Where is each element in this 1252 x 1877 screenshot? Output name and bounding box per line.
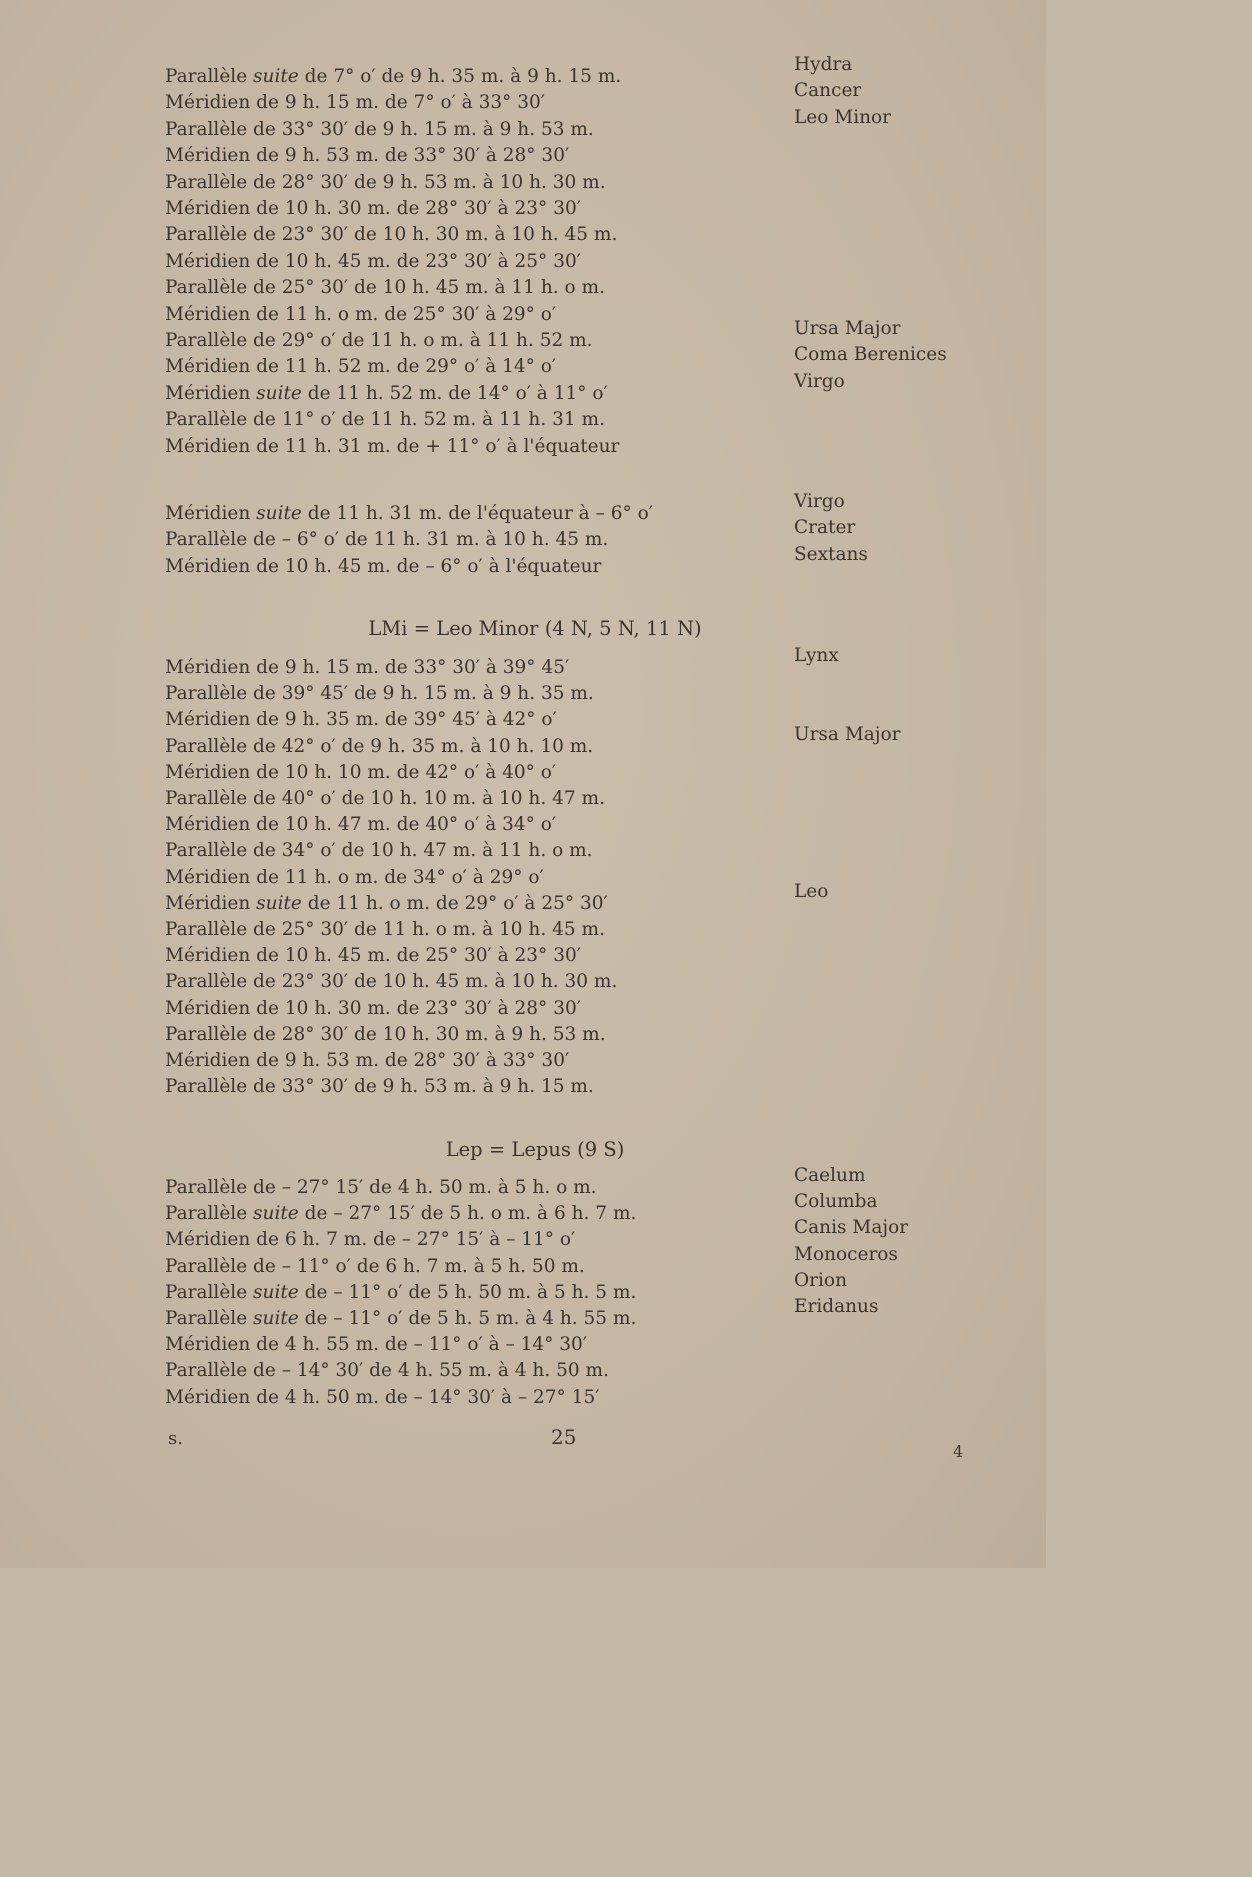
boundary-line: Parallèle de 40° o′ de 10 h. 10 m. à 10 h. 47 m. <box>165 788 605 809</box>
neighbor-constellation: Caelum <box>794 1165 866 1186</box>
boundary-line: Parallèle de 34° o′ de 10 h. 47 m. à 11 h. o m. <box>165 840 593 862</box>
boundary-line: Parallèle de 23° 30′ de 10 h. 30 m. à 10 h. 45 m. <box>165 224 618 246</box>
boundary-line: Méridien de 10 h. 30 m. de 23° 30′ à 28° 30′ <box>165 997 581 1019</box>
section-heading: LMi = Leo Minor (4 N, 5 N, 11 N) <box>368 617 702 640</box>
boundary-line: Méridien de 4 h. 50 m. de – 14° 30′ à – 27° 15′ <box>165 1386 600 1408</box>
boundary-line: Parallèle de 33° 30′ de 9 h. 53 m. à 9 h. 15 m. <box>165 1076 594 1098</box>
boundary-line: Méridien de 10 h. 47 m. de 40° o′ à 34° o′ <box>165 814 557 836</box>
boundary-line: Parallèle suite de – 27° 15′ de 5 h. o m. à 6 h. 7 m. <box>165 1203 637 1225</box>
footer-signature-mark: s. <box>168 1428 183 1449</box>
boundary-line: Méridien de 10 h. 30 m. de 28° 30′ à 23° 30′ <box>165 198 581 219</box>
boundary-line: Parallèle de – 14° 30′ de 4 h. 55 m. à 4 h. 50 m. <box>165 1360 609 1382</box>
boundary-line: Méridien de 9 h. 15 m. de 7° o′ à 33° 30′ <box>165 92 545 114</box>
boundary-line: Méridien de 6 h. 7 m. de – 27° 15′ à – 11° o′ <box>165 1229 576 1251</box>
neighbor-constellation: Crater <box>794 517 856 539</box>
footer-gathering-mark: 4 <box>953 1442 964 1461</box>
boundary-line: Méridien de 11 h. 31 m. de + 11° o′ à l'équateur <box>165 435 620 457</box>
section-heading: Lep = Lepus (9 S) <box>445 1138 625 1161</box>
neighbor-constellation: Ursa Major <box>794 318 901 339</box>
neighbor-constellation: Hydra <box>794 54 853 75</box>
neighbor-constellation: Cancer <box>794 80 862 102</box>
boundary-line: Méridien de 10 h. 45 m. de – 6° o′ à l'équateur <box>165 555 602 577</box>
neighbor-constellation: Virgo <box>794 370 845 392</box>
boundary-line: Parallèle suite de – 11° o′ de 5 h. 50 m. à 5 h. 5 m. <box>165 1281 637 1303</box>
neighbor-constellation: Virgo <box>794 491 845 512</box>
boundary-line: Méridien suite de 11 h. 31 m. de l'équateur à – 6° o′ <box>165 503 653 524</box>
boundary-line: Méridien de 11 h. o m. de 25° 30′ à 29° o′ <box>165 303 557 325</box>
boundary-line: Méridien de 11 h. o m. de 34° o′ à 29° o′ <box>165 866 544 888</box>
boundary-line: Méridien de 10 h. 45 m. de 23° 30′ à 25° 30′ <box>165 250 581 272</box>
neighbor-constellation: Eridanus <box>794 1296 879 1317</box>
boundary-line: Méridien de 10 h. 10 m. de 42° o′ à 40° o′ <box>165 761 557 783</box>
boundary-line: Méridien de 9 h. 15 m. de 33° 30′ à 39° 45′ <box>165 657 570 678</box>
boundary-line: Parallèle de 11° o′ de 11 h. 52 m. à 11 h. 31 m. <box>165 409 605 431</box>
neighbor-constellation: Canis Major <box>794 1217 909 1239</box>
boundary-line: Parallèle de 25° 30′ de 11 h. o m. à 10 h. 45 m. <box>165 919 605 940</box>
boundary-line: Méridien de 11 h. 52 m. de 29° o′ à 14° o′ <box>165 356 557 378</box>
boundary-line: Parallèle de 28° 30′ de 10 h. 30 m. à 9 h. 53 m. <box>165 1023 606 1045</box>
boundary-line: Méridien de 4 h. 55 m. de – 11° o′ à – 14° 30′ <box>165 1334 588 1356</box>
page-number: 25 <box>551 1425 577 1449</box>
boundary-line: Parallèle de 25° 30′ de 10 h. 45 m. à 11 h. o m. <box>165 277 605 299</box>
boundary-line: Méridien de 10 h. 45 m. de 25° 30′ à 23° 30′ <box>165 945 581 967</box>
boundary-line: Parallèle de 33° 30′ de 9 h. 15 m. à 9 h. 53 m. <box>165 118 594 140</box>
boundary-line: Méridien de 9 h. 35 m. de 39° 45′ à 42° o′ <box>165 709 557 731</box>
neighbor-constellation: Leo Minor <box>794 106 892 128</box>
boundary-line: Parallèle de – 11° o′ de 6 h. 7 m. à 5 h. 50 m. <box>165 1255 585 1277</box>
boundary-line: Méridien de 9 h. 53 m. de 33° 30′ à 28° 30′ <box>165 145 570 167</box>
neighbor-constellation: Coma Berenices <box>794 344 947 366</box>
boundary-line: Parallèle de – 27° 15′ de 4 h. 50 m. à 5 h. o m. <box>165 1177 597 1198</box>
boundary-line: Parallèle de 39° 45′ de 9 h. 15 m. à 9 h. 35 m. <box>165 683 594 705</box>
boundary-line: Méridien de 9 h. 53 m. de 28° 30′ à 33° 30′ <box>165 1050 570 1071</box>
neighbor-constellation: Columba <box>794 1191 878 1213</box>
neighbor-constellation: Ursa Major <box>794 723 901 745</box>
boundary-line: Parallèle de 28° 30′ de 9 h. 53 m. à 10 h. 30 m. <box>165 171 606 193</box>
boundary-line: Parallèle de 29° o′ de 11 h. o m. à 11 h. 52 m. <box>165 330 593 351</box>
boundary-line: Parallèle de 42° o′ de 9 h. 35 m. à 10 h. 10 m. <box>165 735 594 757</box>
neighbor-constellation: Leo <box>794 880 829 902</box>
boundary-line: Méridien suite de 11 h. 52 m. de 14° o′ à 11° o′ <box>165 382 608 404</box>
neighbor-constellation: Sextans <box>794 543 868 565</box>
neighbor-constellation: Orion <box>794 1269 847 1291</box>
neighbor-constellation: Monoceros <box>794 1243 898 1265</box>
neighbor-constellation: Lynx <box>794 645 839 666</box>
boundary-line: Parallèle de – 6° o′ de 11 h. 31 m. à 10 h. 45 m. <box>165 529 609 551</box>
boundary-line: Parallèle suite de – 11° o′ de 5 h. 5 m. à 4 h. 55 m. <box>165 1308 637 1329</box>
boundary-line: Parallèle suite de 7° o′ de 9 h. 35 m. à 9 h. 15 m. <box>165 66 622 87</box>
boundary-line: Méridien suite de 11 h. o m. de 29° o′ à 25° 30′ <box>165 892 608 914</box>
boundary-line: Parallèle de 23° 30′ de 10 h. 45 m. à 10 h. 30 m. <box>165 971 618 993</box>
